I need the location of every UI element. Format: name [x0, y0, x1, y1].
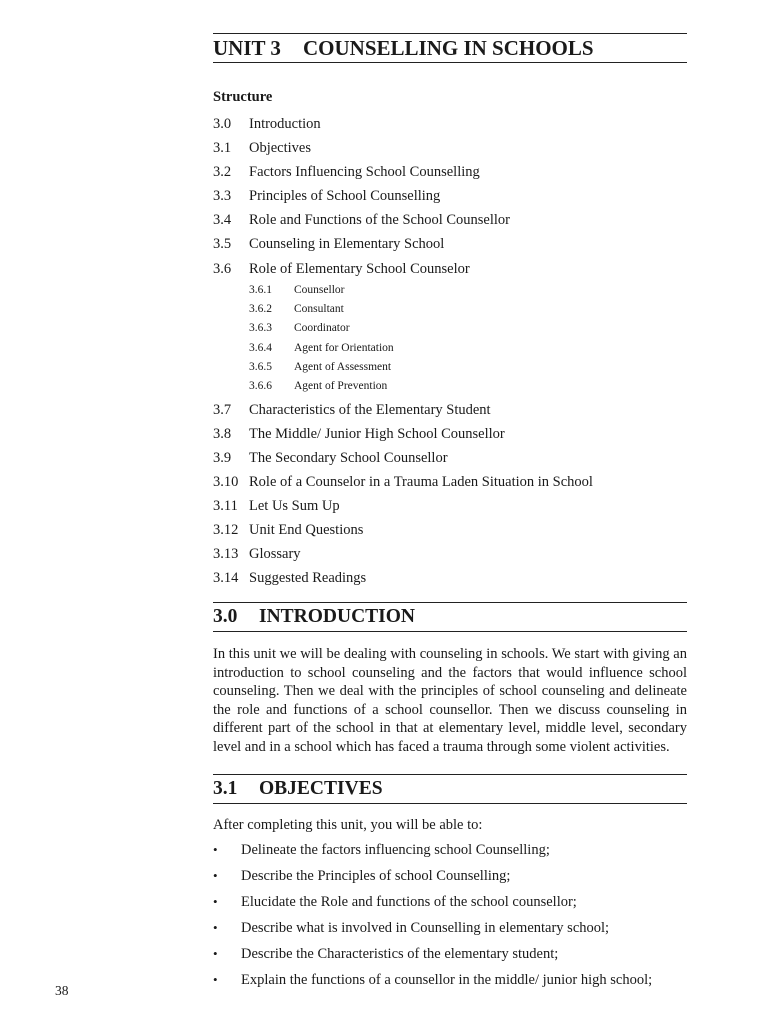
toc-item-label: Characteristics of the Elementary Student: [249, 402, 491, 418]
section-number: 3.1: [213, 778, 238, 799]
toc-subitem[interactable]: [249, 322, 350, 334]
list-item: [213, 972, 652, 989]
toc-item[interactable]: [213, 570, 366, 587]
toc-item[interactable]: [213, 212, 510, 229]
bullet-icon: •: [213, 920, 218, 935]
unit-title-text: COUNSELLING IN SCHOOLS: [303, 36, 594, 60]
toc-item[interactable]: [213, 426, 505, 443]
toc-item-number: 3.3: [213, 188, 232, 204]
structure-heading: Structure: [213, 89, 273, 105]
toc-item[interactable]: [213, 546, 301, 563]
toc-subitem[interactable]: [249, 342, 394, 354]
page-number: 38: [55, 983, 69, 998]
toc-item-label: Principles of School Counselling: [249, 188, 441, 204]
list-item-text: Explain the functions of a counsellor in the middle/ junior high school;: [241, 972, 653, 988]
toc-item-number: 3.5: [213, 236, 232, 252]
toc-subitem-number: 3.6.4: [249, 342, 272, 354]
toc-item-label: Introduction: [249, 116, 321, 132]
toc-subitem-label: Coordinator: [294, 322, 350, 334]
toc-subitem-label: Agent of Prevention: [294, 380, 388, 392]
toc-item-number: 3.1: [213, 140, 232, 156]
toc-item[interactable]: [213, 450, 448, 467]
list-item-text: Delineate the factors influencing school Counselling;: [241, 842, 550, 858]
bullet-icon: •: [213, 842, 218, 857]
list-item: [213, 894, 577, 911]
toc-item[interactable]: [213, 402, 491, 419]
unit-number: UNIT 3: [213, 36, 281, 60]
toc-subitem[interactable]: [249, 380, 387, 392]
toc-item-number: 3.7: [213, 402, 232, 418]
toc-subitem-label: Counsellor: [294, 284, 345, 296]
toc-item[interactable]: [213, 474, 593, 491]
toc-subitem-number: 3.6.6: [249, 380, 272, 392]
toc-item-label: Role and Functions of the School Counsellor: [249, 212, 510, 228]
section-number: 3.0: [213, 606, 238, 627]
toc-item-number: 3.12: [213, 522, 239, 538]
toc-item-number: 3.0: [213, 116, 232, 132]
section-heading-objectives: [213, 774, 687, 804]
toc-subitem-label: Agent of Assessment: [294, 361, 392, 373]
toc-item-label: Role of Elementary School Counselor: [249, 261, 470, 277]
toc-item-label: Counseling in Elementary School: [249, 236, 445, 252]
list-item: [213, 842, 550, 859]
toc-item[interactable]: [213, 236, 444, 253]
section-heading-introduction: [213, 602, 687, 632]
toc-item-number: 3.13: [213, 546, 239, 562]
toc-subitem-number: 3.6.2: [249, 303, 272, 315]
toc-item-label: Glossary: [249, 546, 301, 562]
list-item-text: Describe the Principles of school Counselling;: [241, 868, 511, 884]
toc-item-number: 3.8: [213, 426, 232, 442]
toc-item[interactable]: [213, 116, 321, 133]
toc-subitem-label: Agent for Orientation: [294, 342, 394, 354]
toc-subitem-number: 3.6.1: [249, 284, 272, 296]
toc-subitem[interactable]: [249, 303, 344, 315]
toc-item-number: 3.4: [213, 212, 232, 228]
toc-item-label: Role of a Counselor in a Trauma Laden Situation in School: [249, 474, 593, 490]
list-item: [213, 868, 510, 885]
toc-item-label: The Middle/ Junior High School Counsellor: [249, 426, 505, 442]
bullet-icon: •: [213, 868, 218, 883]
introduction-paragraph: In this unit we will be dealing with counseling in schools. We start with giving an introduction to school counseling and the factors that would influence school counseling. Then we deal with the principles of school counseling and delineate the role and functions of a school counsellor. Then we discuss counseling in different part of the school in that at elementary level, middle level, secondary level and in a school which has faced a trauma through some violent activities.: [213, 646, 687, 755]
toc-item-label: Let Us Sum Up: [249, 498, 340, 514]
toc-item-number: 3.2: [213, 164, 232, 180]
section-title: INTRODUCTION: [259, 606, 416, 627]
toc-subitem[interactable]: [249, 361, 391, 373]
toc-item[interactable]: [213, 261, 470, 278]
section-title: OBJECTIVES: [259, 778, 383, 799]
toc-subitem-number: 3.6.5: [249, 361, 272, 373]
toc-item-label: Unit End Questions: [249, 522, 364, 538]
toc-item[interactable]: [213, 140, 311, 157]
objectives-lead: After completing this unit, you will be able to:: [213, 817, 483, 833]
list-item: [213, 946, 558, 963]
toc-item-label: The Secondary School Counsellor: [249, 450, 448, 466]
toc-item[interactable]: [213, 188, 440, 205]
toc-subitem-number: 3.6.3: [249, 322, 272, 334]
toc-item-number: 3.14: [213, 570, 239, 586]
list-item-text: Describe what is involved in Counselling in elementary school;: [241, 920, 610, 936]
toc-item-label: Suggested Readings: [249, 570, 367, 586]
list-item-text: Describe the Characteristics of the elementary student;: [241, 946, 559, 962]
toc-item-number: 3.11: [213, 498, 238, 514]
list-item-text: Elucidate the Role and functions of the school counsellor;: [241, 894, 577, 910]
list-item: [213, 920, 609, 937]
bullet-icon: •: [213, 972, 218, 987]
toc-subitem-label: Consultant: [294, 303, 344, 315]
toc-item-number: 3.9: [213, 450, 232, 466]
toc-item-number: 3.10: [213, 474, 239, 490]
toc-item-label: Objectives: [249, 140, 312, 156]
bullet-icon: •: [213, 894, 218, 909]
toc-item[interactable]: [213, 164, 480, 181]
toc-item[interactable]: [213, 498, 340, 515]
bullet-icon: •: [213, 946, 218, 961]
unit-title: [213, 33, 687, 63]
toc-item-number: 3.6: [213, 261, 232, 277]
toc-subitem[interactable]: [249, 284, 344, 296]
toc-item[interactable]: [213, 522, 363, 539]
toc-item-label: Factors Influencing School Counselling: [249, 164, 480, 180]
